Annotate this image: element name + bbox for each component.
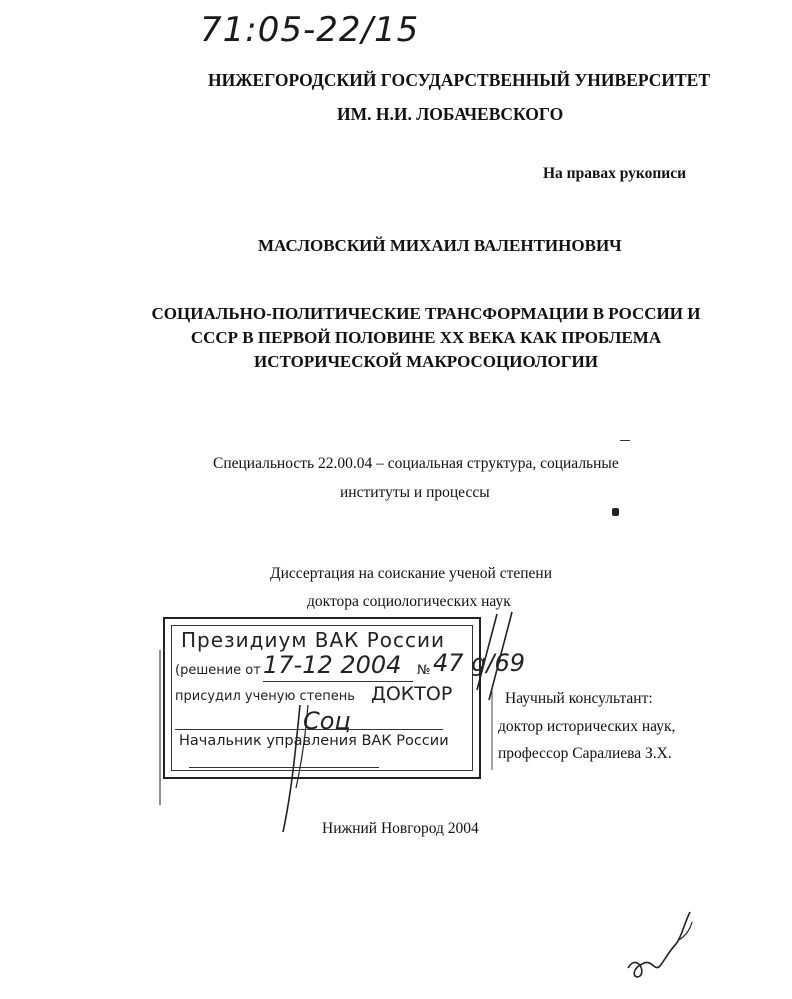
- title-line-2: СССР В ПЕРВОЙ ПОЛОВИНЕ XX ВЕКА КАК ПРОБЛЕМА: [190, 328, 662, 347]
- stamp-field-abbrev: Соц: [303, 707, 351, 735]
- city-year: Нижний Новгород 2004: [322, 820, 479, 837]
- stamp-decision-date: 17-12 2004: [263, 651, 402, 679]
- university-name: НИЖЕГОРОДСКИЙ ГОСУДАРСТВЕННЫЙ УНИВЕРСИТЕТ: [208, 70, 711, 90]
- specialty-line-2: институты и процессы: [340, 484, 490, 501]
- university-named-after: ИМ. Н.И. ЛОБАЧЕВСКОГО: [337, 104, 564, 124]
- consultant-degree: доктор исторических наук,: [498, 718, 676, 735]
- stamp-number-value: 47 g/69: [433, 649, 526, 677]
- title-line-3: ИСТОРИЧЕСКОЙ МАКРОСОЦИОЛОГИИ: [254, 352, 598, 371]
- archive-code: 71:05-22/15: [200, 10, 420, 50]
- author-name: МАСЛОВСКИЙ МИХАИЛ ВАЛЕНТИНОВИЧ: [258, 236, 622, 255]
- consultant-label: Научный консультант:: [505, 690, 653, 707]
- stamp-decision-label: (решение от: [175, 663, 261, 678]
- consultant-name: профессор Саралиева З.Х.: [498, 745, 672, 762]
- scan-speck: [620, 440, 630, 441]
- dissertation-line-2: доктора социологических наук: [307, 593, 511, 610]
- stamp-number-label: №: [417, 663, 431, 678]
- scan-speck: [612, 508, 619, 516]
- manuscript-note: На правах рукописи: [543, 165, 687, 182]
- title-line-1: СОЦИАЛЬНО-ПОЛИТИЧЕСКИЕ ТРАНСФОРМАЦИИ В РОССИИ И: [151, 304, 701, 323]
- dissertation-line-1: Диссертация на соискание ученой степени: [270, 565, 552, 582]
- stamp-header: Президиум ВАК России: [181, 628, 446, 652]
- specialty-line-1: Специальность 22.00.04 – социальная структура, социальные: [213, 455, 619, 472]
- stamp-chief: Начальник управления ВАК России: [179, 733, 449, 749]
- stamp-awarded-label: присудил ученую степень: [175, 689, 355, 704]
- handwritten-mark-icon: [620, 900, 710, 980]
- stamp-degree: ДОКТОР: [371, 683, 453, 705]
